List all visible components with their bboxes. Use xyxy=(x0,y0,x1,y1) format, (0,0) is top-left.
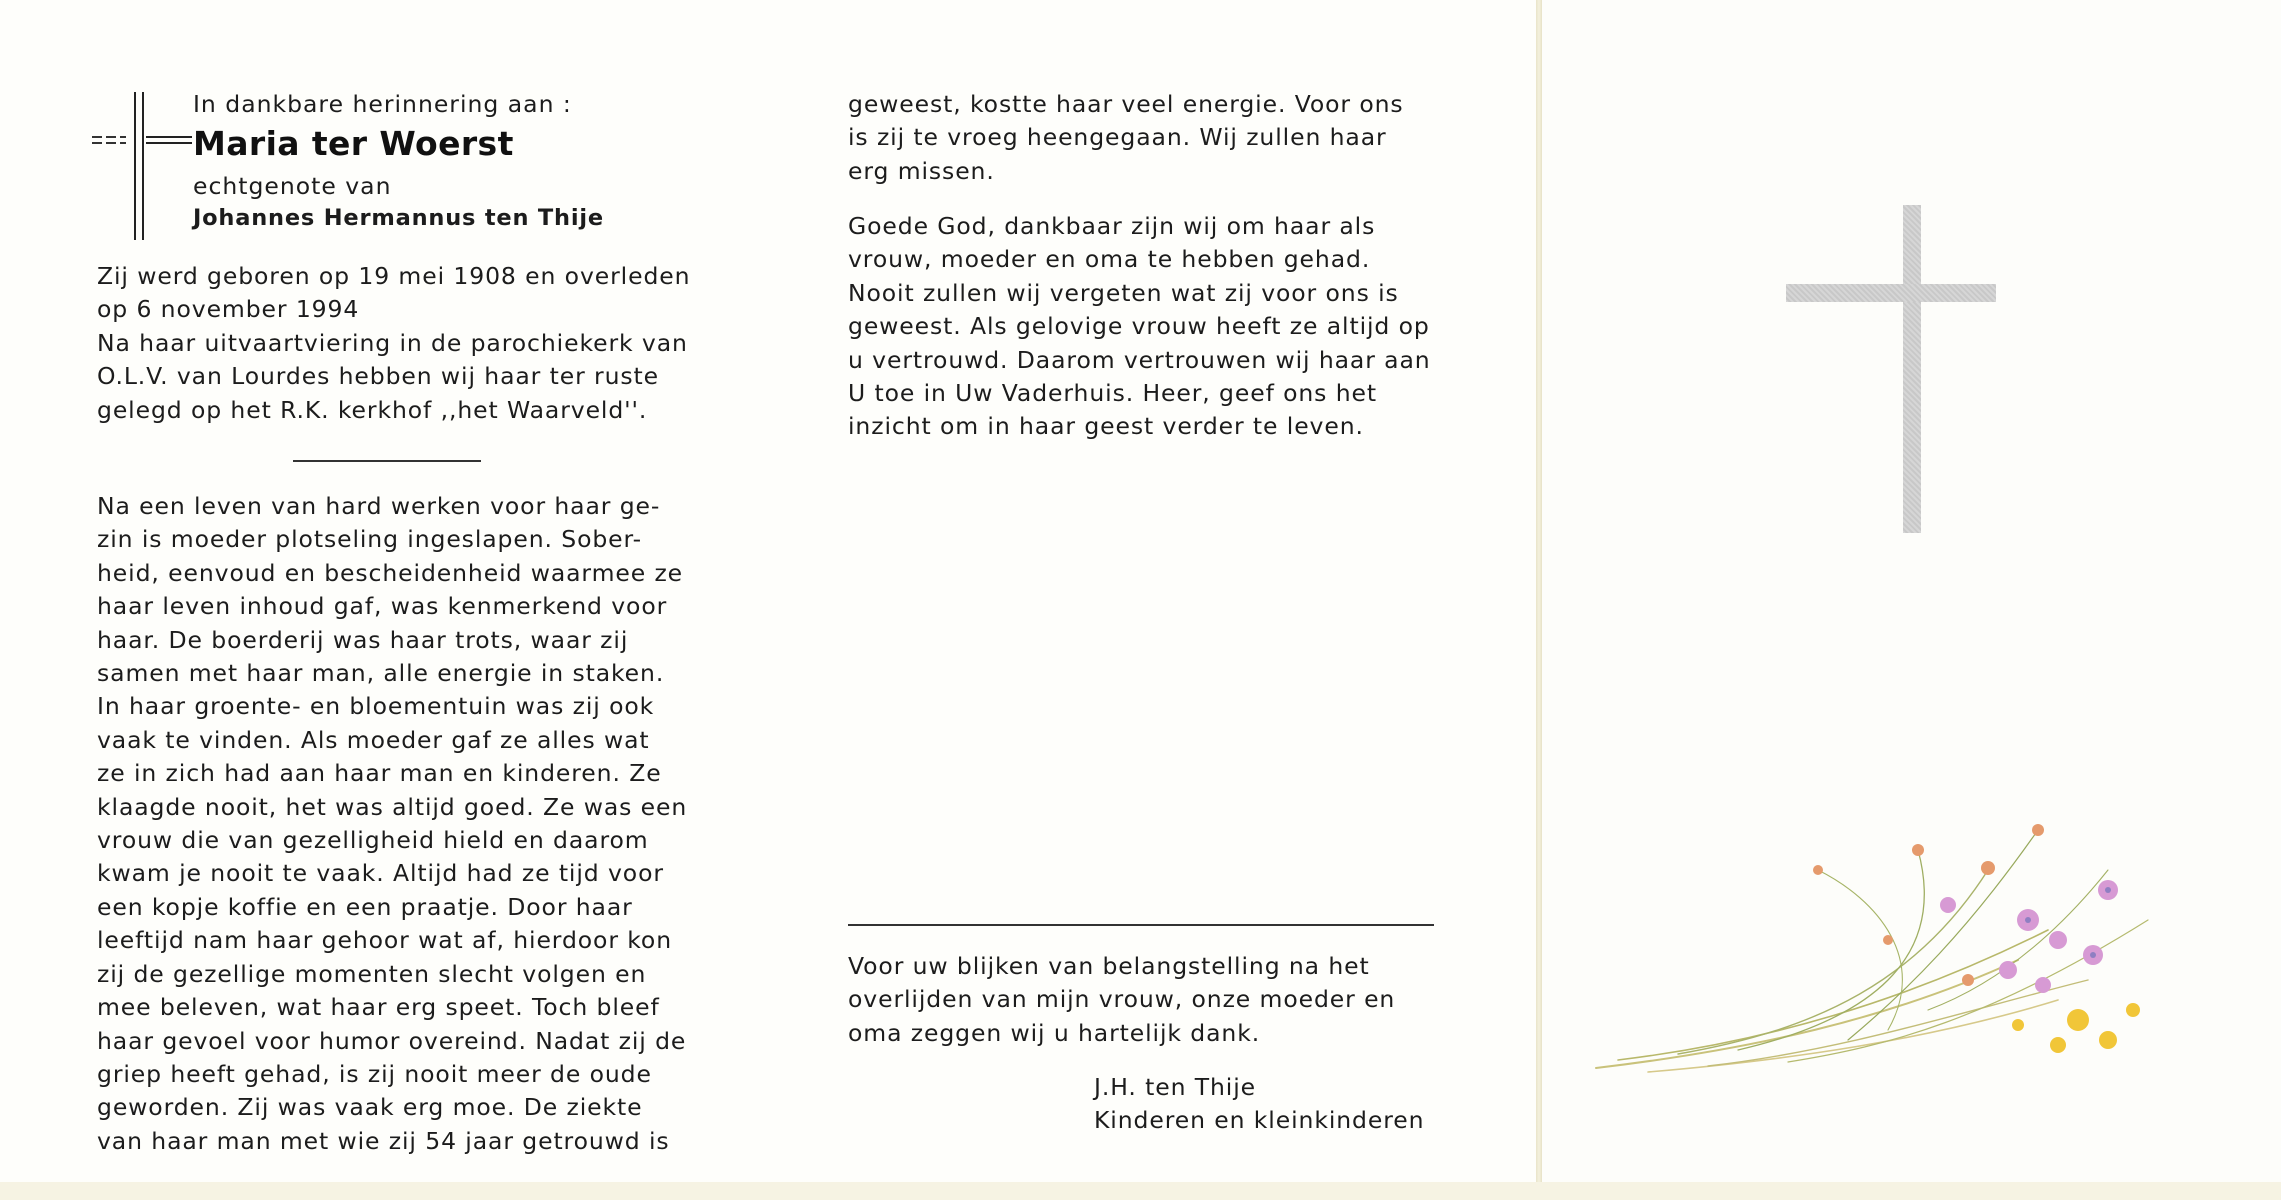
cross-emblem-icon xyxy=(88,92,188,242)
text-line: griep heeft gehad, is zij nooit meer de oude xyxy=(97,1059,652,1088)
relation-label: echtgenote van xyxy=(193,172,392,200)
text-line: Zij werd geboren op 19 mei 1908 en overleden xyxy=(97,262,691,290)
text-line: is zij te vroeg heengegaan. Wij zullen haar xyxy=(848,123,1387,152)
text-line: haar gevoel voor humor overeind. Nadat zij de xyxy=(97,1026,687,1055)
text-line: klaagde nooit, het was altijd goed. Ze was een xyxy=(97,792,688,821)
text-line: kwam je nooit te vaak. Altijd had ze tijd voor xyxy=(97,859,664,888)
divider xyxy=(848,924,1434,926)
text-line: vaak te vinden. Als moeder gaf ze alles wat xyxy=(97,725,650,754)
text-line: oma zeggen wij u hartelijk dank. xyxy=(848,1018,1261,1047)
thanks-paragraph xyxy=(848,950,1395,1050)
embossed-cross-arm xyxy=(1786,284,1996,302)
text-line: ze in zich had aan haar man en kinderen. Ze xyxy=(97,759,662,788)
text-line: u vertrouwd. Daarom vertrouwen wij haar aan xyxy=(848,345,1431,374)
prayer-paragraph xyxy=(848,210,1431,444)
story-continuation xyxy=(848,88,1404,188)
text-line: U toe in Uw Vaderhuis. Heer, geef ons het xyxy=(848,379,1377,408)
life-story-paragraph xyxy=(97,490,687,1158)
signature-block xyxy=(1094,1071,1424,1138)
text-line: zij de gezellige momenten slecht volgen en xyxy=(97,959,647,988)
deceased-name: Maria ter Woerst xyxy=(193,124,514,163)
text-line: haar. De boerderij was haar trots, waar zij xyxy=(97,625,629,654)
text-line: op 6 november 1994 xyxy=(97,295,360,324)
text-line: haar leven inhoud gaf, was kenmerkend voor xyxy=(97,592,668,621)
text-line: vrouw die van gezelligheid hield en daarom xyxy=(97,826,649,855)
text-line: een kopje koffie en een praatje. Door haar xyxy=(97,892,633,921)
text-line: geworden. Zij was vaak erg moe. De ziekte xyxy=(97,1093,643,1122)
text-line: inzicht om in haar geest verder te leven. xyxy=(848,412,1364,441)
card-edge xyxy=(0,1182,2281,1200)
text-line: geweest, kostte haar veel energie. Voor ons xyxy=(848,90,1404,118)
flower-bouquet-illustration xyxy=(1588,810,2228,1090)
text-line: van haar man met wie zij 54 jaar getrouwd is xyxy=(97,1126,670,1155)
text-line: heid, eenvoud en bescheidenheid waarmee ze xyxy=(97,558,684,587)
text-line: overlijden van mijn vrouw, onze moeder en xyxy=(848,985,1396,1014)
text-line: Goede God, dankbaar zijn wij om haar als xyxy=(848,212,1376,240)
text-line: geweest. Als gelovige vrouw heeft ze altijd op xyxy=(848,312,1430,341)
text-line: samen met haar man, alle energie in staken. xyxy=(97,659,665,688)
text-line: O.L.V. van Lourdes hebben wij haar ter ruste xyxy=(97,362,659,391)
spouse-name: Johannes Hermannus ten Thije xyxy=(193,205,604,231)
text-line: Na een leven van hard werken voor haar ge- xyxy=(97,492,661,520)
text-line: mee beleven, wat haar erg speet. Toch bleef xyxy=(97,993,660,1022)
text-line: gelegd op het R.K. kerkhof ,,het Waarveld''. xyxy=(97,395,648,424)
text-line: Na haar uitvaartviering in de parochiekerk van xyxy=(97,328,688,357)
text-line: erg missen. xyxy=(848,156,995,185)
memorial-intro: In dankbare herinnering aan : xyxy=(193,90,572,118)
signatory: J.H. ten Thije xyxy=(1094,1073,1256,1101)
embossed-cross-icon xyxy=(1903,205,1921,533)
biography-paragraph xyxy=(97,260,690,427)
text-line: In haar groente- en bloementuin was zij ook xyxy=(97,692,655,721)
text-line: Nooit zullen wij vergeten wat zij voor ons is xyxy=(848,278,1399,307)
text-line: zin is moeder plotseling ingeslapen. Sober- xyxy=(97,525,642,554)
text-line: vrouw, moeder en oma te hebben gehad. xyxy=(848,245,1371,274)
signatory: Kinderen en kleinkinderen xyxy=(1094,1106,1425,1135)
text-line: leeftijd nam haar gehoor wat af, hierdoor kon xyxy=(97,926,672,955)
text-line: Voor uw blijken van belangstelling na het xyxy=(848,952,1370,980)
divider xyxy=(293,460,481,462)
